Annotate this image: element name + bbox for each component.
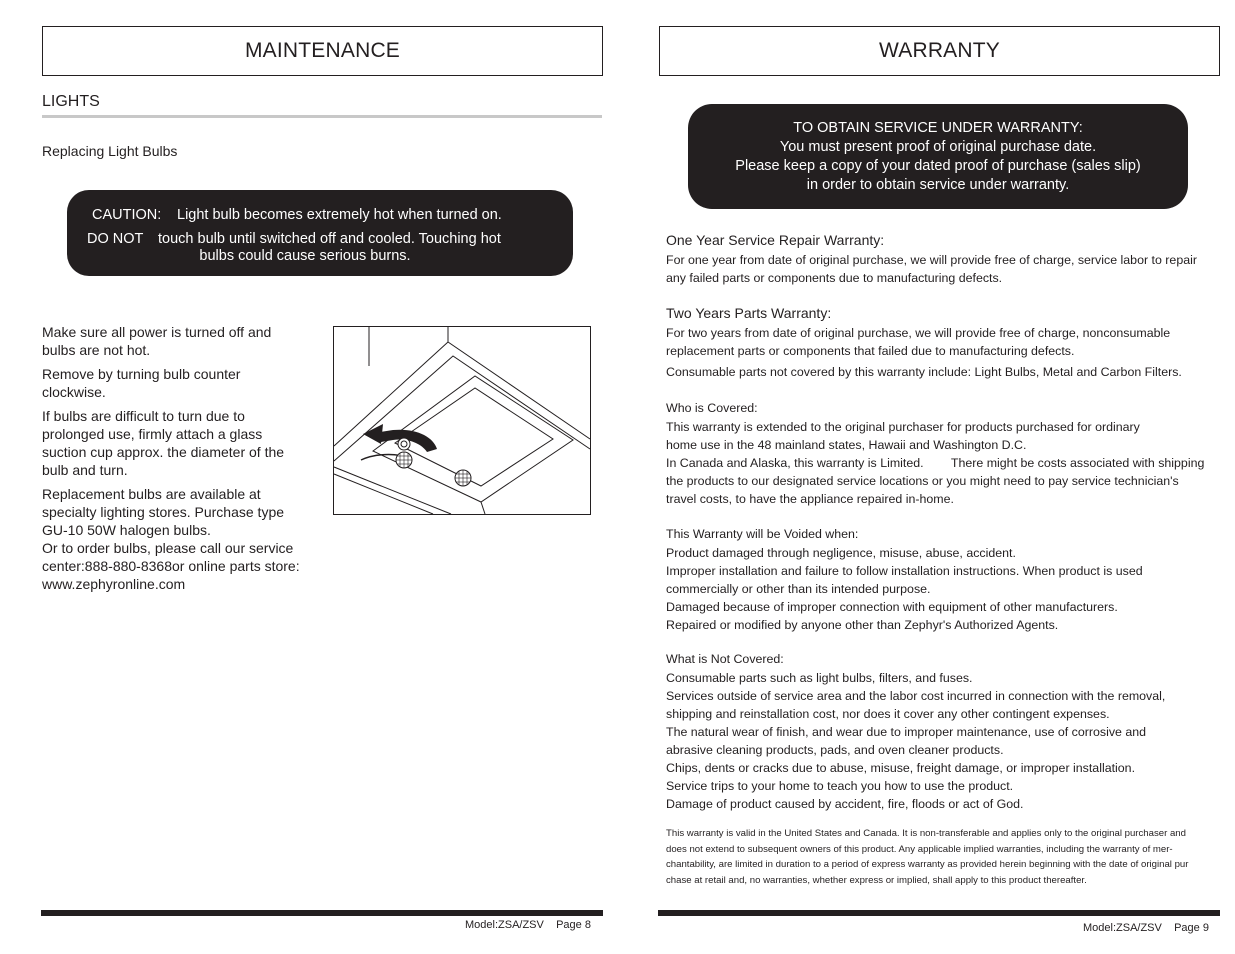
bulb-removal-illustration — [333, 326, 591, 515]
banner-line-3: Please keep a copy of your dated proof of purchase (sales slip) — [735, 158, 1141, 174]
consumable-note: Consumable parts not covered by this warranty include: Light Bulbs, Metal and Carbon Filters. — [666, 365, 1182, 379]
warranty-title-box — [659, 26, 1220, 76]
section-divider — [42, 115, 602, 118]
maintenance-title: MAINTENANCE — [244, 39, 401, 62]
donot-label: DO NOT — [87, 231, 144, 247]
voided-heading: This Warranty will be Voided when: — [666, 527, 859, 541]
caution-box — [67, 190, 573, 276]
who-covered-body: This warranty is extended to the original purchaser for products purchased for ordinary home use in the 48 mainland states, Hawaii and Washington D.C. In Canada and Alaska, this warranty is Limited. There might be costs associated with shipping the products to our designated service locations or you might need to pay service technician's travel costs, to have the appliance repaired in-home. — [666, 420, 1205, 506]
instruction-steps — [42, 323, 317, 593]
caution-label: CAUTION: — [92, 207, 162, 223]
warranty-title: WARRANTY — [879, 39, 1000, 62]
fine-print: This warranty is valid in the United States and Canada. It is non-transferable and applies only to the original purchaser and does not extend to subsequent owners of this product. Any applicable implied warranties, including the warranty of mer- chantability, are limited in duration to a period of express warranty as provided herein beginning with the date of original pur chase at retail and, no warranties, whether express or implied, shall apply to this product thereafter. — [666, 828, 1189, 886]
not-covered-body: Consumable parts such as light bulbs, filters, and fuses. Services outside of service area and the labor cost incurred in connection with the removal, shipping and reinstallation cost, nor does it cover any other contingent expenses. The natural wear of finish, and wear due to improper maintenance, use of corrosive and abrasive cleaning products, pads, and oven cleaner products. Chips, dents or cracks due to abuse, misuse, freight damage, or improper installation. Service trips to your home to teach you how to use the product. Damage of product caused by accident, fire, floods or act of God. — [666, 671, 1166, 811]
not-covered-heading: What is Not Covered: — [666, 652, 784, 666]
footer-left: Model:ZSA/ZSV Page 8 — [465, 919, 591, 931]
one-year-body: For one year from date of original purchase, we will provide free of charge, service labor to repair any failed parts or components due to manufacturing defects. — [666, 253, 1197, 285]
maintenance-title-box — [42, 26, 603, 76]
voided-body: Product damaged through negligence, misuse, abuse, accident. Improper installation and failure to follow installation instructions. When product is used commercially or other than its intended purpose. Damaged because of improper connection with equipment of other manufacturers. Repaired or modified by anyone other than Zephyr's Authorized Agents. — [666, 546, 1143, 632]
step-3: If bulbs are difficult to turn due to prolonged use, firmly attach a glass suction cup approx. the diameter of the bulb and turn. — [42, 408, 285, 478]
footer-bar-right — [658, 910, 1220, 916]
who-covered-heading: Who is Covered: — [666, 401, 758, 415]
step-1: Make sure all power is turned off and bulbs are not hot. — [42, 324, 272, 358]
banner-line-1: TO OBTAIN SERVICE UNDER WARRANTY: — [793, 120, 1083, 136]
step-2: Remove by turning bulb counter clockwise. — [42, 366, 241, 400]
step-4: Replacement bulbs are available at specialty lighting stores. Purchase type GU-10 50W halogen bulbs. Or to order bulbs, please call our service center:888-880-8368or online parts store: www.zephyronline.com — [42, 486, 300, 592]
two-years-body: For two years from date of original purchase, we will provide free of charge, nonconsumable replacement parts or components that failed due to manufacturing defects. — [666, 326, 1171, 358]
donot-text-2: bulbs could cause serious burns. — [199, 248, 411, 264]
section-title-lights: LIGHTS — [42, 93, 100, 110]
banner-line-4: in order to obtain service under warranty. — [806, 177, 1070, 193]
one-year-heading: One Year Service Repair Warranty: — [666, 232, 885, 248]
subsection-title: Replacing Light Bulbs — [42, 143, 178, 159]
donot-text: touch bulb until switched off and cooled. Touching hot — [158, 231, 501, 247]
footer-bar-left — [41, 910, 603, 916]
banner-line-2: You must present proof of original purchase date. — [779, 139, 1097, 155]
footer-right: Model:ZSA/ZSV Page 9 — [1083, 922, 1209, 934]
warranty-service-banner — [688, 104, 1188, 209]
caution-text: Light bulb becomes extremely hot when turned on. — [177, 207, 502, 223]
two-years-heading: Two Years Parts Warranty: — [666, 305, 832, 321]
